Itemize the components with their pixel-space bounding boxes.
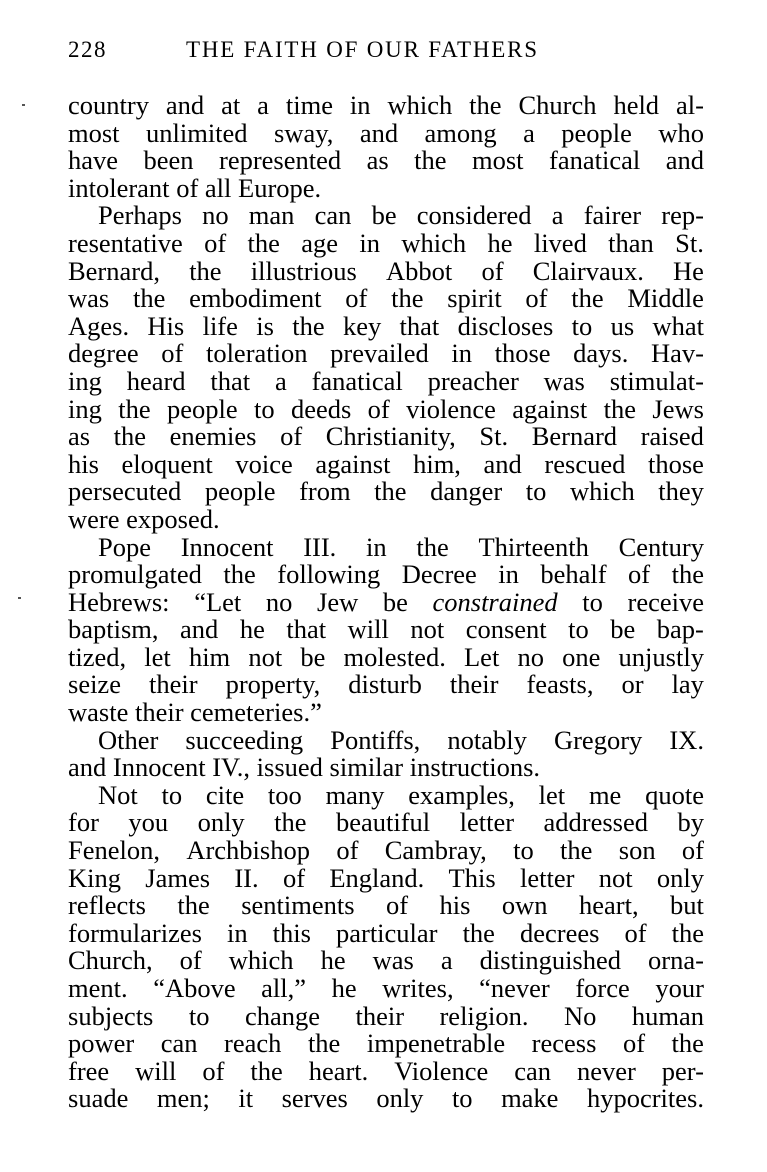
text-line: have been represented as the most fanatical and [68, 145, 704, 176]
text-line: power can reach the impenetrable recess of the [68, 1028, 704, 1059]
paragraph [68, 531, 704, 728]
text-line: for you only the beautiful letter addressed by [68, 807, 704, 838]
text-line: were exposed. [68, 503, 220, 534]
running-title: THE FAITH OF OUR FATHERS [186, 37, 539, 62]
text-line: free will of the heart. Violence can never per- [68, 1055, 704, 1086]
text-line: promulgated the following Decree in behalf of the [68, 559, 704, 590]
text-line: waste their cemeteries.” [68, 697, 322, 728]
text-line: and Innocent IV., issued similar instructions. [68, 752, 541, 783]
text-line: tized, let him not be molested. Let no one unjustly [68, 641, 704, 672]
running-head [68, 30, 704, 74]
text-line: ment. “Above all,” he writes, “never force your [68, 973, 704, 1003]
text-line: seize their property, disturb their feasts, or lay [68, 669, 704, 700]
paragraph [68, 92, 704, 202]
text-line: subjects to change their religion. No human [68, 1000, 704, 1031]
text-line: ing the people to deeds of violence against the Jews [68, 393, 704, 424]
paragraph [68, 202, 704, 533]
text-line: King James II. of England. This letter not only [68, 862, 704, 893]
text-line: baptism, and he that will not consent to be bap- [68, 614, 704, 645]
text-line: his eloquent voice against him, and rescued those [68, 448, 704, 479]
text-line: degree of toleration prevailed in those days. Hav- [68, 338, 704, 369]
text-line: intolerant of all Europe. [68, 172, 322, 203]
text-line: Bernard, the illustrious Abbot of Clairvaux. He [68, 255, 704, 286]
text-line: reflects the sentiments of his own heart, but [68, 890, 704, 921]
text-line: most unlimited sway, and among a people who [68, 117, 704, 148]
text-line: Other succeeding Pontiffs, notably Gregory IX. [98, 724, 704, 755]
text-line: ing heard that a fanatical preacher was stimulat- [68, 365, 704, 396]
text-line: Not to cite too many examples, let me quote [98, 779, 704, 810]
text-line: Pope Innocent III. in the Thirteenth Century [98, 531, 704, 562]
text-line: Hebrews: “Let no Jew be constrained to receive [68, 586, 704, 617]
paragraph [68, 779, 704, 1114]
body-text [68, 92, 704, 1113]
text-line: Ages. His life is the key that discloses to us what [68, 310, 704, 341]
text-line: was the embodiment of the spirit of the Middle [68, 283, 704, 314]
text-line: formularizes in this particular the decrees of the [68, 917, 704, 948]
text-line: Perhaps no man can be considered a fairer rep- [98, 200, 704, 231]
text-line: suade men; it serves only to make hypocrites. [68, 1083, 704, 1114]
margin-mark [22, 104, 25, 106]
text-line: as the enemies of Christianity, St. Bernard raised [68, 421, 704, 452]
page-number: 228 [68, 37, 107, 62]
paragraph [68, 724, 704, 783]
text-line: Church, of which he was a distinguished orna- [68, 945, 704, 976]
text-line: resentative of the age in which he lived than St. [68, 227, 704, 258]
text-line: country and at a time in which the Church held al- [68, 90, 704, 120]
book-page [68, 30, 704, 1113]
text-line: Fenelon, Archbishop of Cambray, to the son of [68, 835, 704, 866]
margin-mark [18, 597, 21, 599]
text-line: persecuted people from the danger to which they [68, 476, 704, 507]
